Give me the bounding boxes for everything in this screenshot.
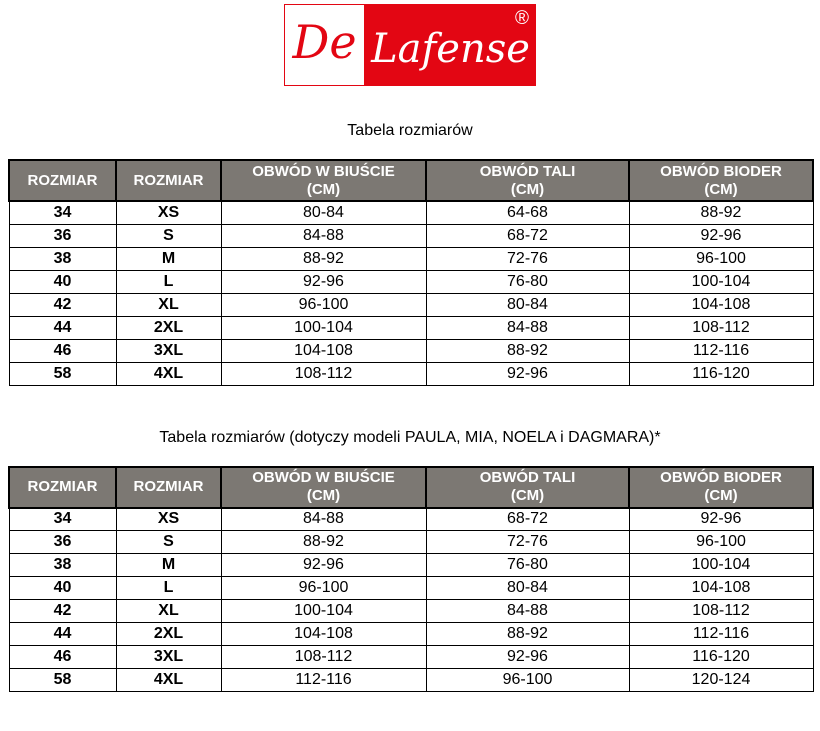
column-header-waist: OBWÓD TALI (CM) (426, 160, 629, 201)
table-row (9, 270, 813, 293)
table-cell: XS (116, 201, 221, 224)
table-cell: XS (116, 508, 221, 531)
table-cell: 92-96 (426, 646, 629, 669)
table-cell: S (116, 224, 221, 247)
table-cell: 100-104 (629, 270, 813, 293)
table-cell: 4XL (116, 669, 221, 692)
table-cell: 104-108 (221, 623, 426, 646)
table-cell: 100-104 (221, 600, 426, 623)
table-cell: 38 (9, 554, 116, 577)
table-row (9, 201, 813, 224)
table-cell: 34 (9, 201, 116, 224)
table-row (9, 224, 813, 247)
table-cell: 96-100 (221, 577, 426, 600)
table-cell: 46 (9, 339, 116, 362)
table-cell: L (116, 270, 221, 293)
table-cell: 84-88 (221, 224, 426, 247)
logo-lafense-box (365, 4, 536, 86)
table-cell: 2XL (116, 316, 221, 339)
table-cell: 116-120 (629, 362, 813, 385)
table-cell: 72-76 (426, 247, 629, 270)
table-row (9, 669, 813, 692)
logo-lafense-text: Lafense (371, 26, 530, 72)
table-row (9, 554, 813, 577)
table-cell: 108-112 (221, 646, 426, 669)
size-table-2-title: Tabela rozmiarów (dotyczy modeli PAULA, MIA, NOELA i DAGMARA)* (159, 428, 661, 446)
table-cell: 40 (9, 270, 116, 293)
size-table-2 (8, 466, 814, 693)
table-cell: 68-72 (426, 508, 629, 531)
table-cell: 92-96 (221, 554, 426, 577)
table-row (9, 600, 813, 623)
table-cell: 96-100 (221, 293, 426, 316)
table-row (9, 362, 813, 385)
table-cell: 92-96 (629, 224, 813, 247)
column-header-rozmiar-intl: ROZMIAR (116, 160, 221, 201)
table-cell: 58 (9, 362, 116, 385)
table-row (9, 646, 813, 669)
table-cell: 3XL (116, 339, 221, 362)
table-cell: 108-112 (629, 316, 813, 339)
table-cell: 68-72 (426, 224, 629, 247)
table-cell: 96-100 (629, 531, 813, 554)
table-cell: 112-116 (629, 339, 813, 362)
table-row (9, 508, 813, 531)
table-cell: 84-88 (221, 508, 426, 531)
table-cell: 92-96 (426, 362, 629, 385)
table-cell: 112-116 (629, 623, 813, 646)
table-header-row (9, 160, 813, 201)
table-cell: 104-108 (629, 293, 813, 316)
table-cell: 100-104 (629, 554, 813, 577)
table-cell: 42 (9, 293, 116, 316)
table-cell: 34 (9, 508, 116, 531)
table-cell: 116-120 (629, 646, 813, 669)
table-cell: 112-116 (221, 669, 426, 692)
table-header-row (9, 467, 813, 508)
table-cell: 80-84 (426, 577, 629, 600)
table-cell: M (116, 554, 221, 577)
column-header-rozmiar-eu: ROZMIAR (9, 467, 116, 508)
table-cell: 46 (9, 646, 116, 669)
table-cell: XL (116, 293, 221, 316)
table-cell: 36 (9, 224, 116, 247)
table-row (9, 577, 813, 600)
table-cell: 44 (9, 316, 116, 339)
table-cell: 76-80 (426, 270, 629, 293)
table-cell: 40 (9, 577, 116, 600)
column-header-bust: OBWÓD W BIUŚCIE (CM) (221, 160, 426, 201)
logo-de-box (284, 4, 365, 86)
registered-trademark-icon: ® (515, 8, 529, 29)
table-row (9, 316, 813, 339)
table-cell: 120-124 (629, 669, 813, 692)
table-row (9, 247, 813, 270)
table-cell: 58 (9, 669, 116, 692)
de-lafense-logo (284, 4, 536, 86)
table-cell: 64-68 (426, 201, 629, 224)
table-cell: 38 (9, 247, 116, 270)
table-row (9, 531, 813, 554)
column-header-rozmiar-intl: ROZMIAR (116, 467, 221, 508)
size-table-1 (8, 159, 814, 386)
table-cell: 88-92 (629, 201, 813, 224)
logo-de-text: De (292, 15, 357, 69)
column-header-waist: OBWÓD TALI (CM) (426, 467, 629, 508)
column-header-hips: OBWÓD BIODER (CM) (629, 467, 813, 508)
table-cell: 108-112 (221, 362, 426, 385)
table-row (9, 339, 813, 362)
table-cell: 104-108 (629, 577, 813, 600)
table-cell: S (116, 531, 221, 554)
size-table-1-title: Tabela rozmiarów (347, 122, 473, 139)
table-cell: 2XL (116, 623, 221, 646)
table-cell: 88-92 (426, 339, 629, 362)
table-cell: 80-84 (221, 201, 426, 224)
table-cell: 44 (9, 623, 116, 646)
table-cell: XL (116, 600, 221, 623)
column-header-hips: OBWÓD BIODER (CM) (629, 160, 813, 201)
table-cell: 84-88 (426, 600, 629, 623)
table-cell: 108-112 (629, 600, 813, 623)
table-cell: 88-92 (426, 623, 629, 646)
table-cell: 104-108 (221, 339, 426, 362)
table-cell: 88-92 (221, 247, 426, 270)
table-cell: 76-80 (426, 554, 629, 577)
table-cell: 92-96 (221, 270, 426, 293)
table-cell: 100-104 (221, 316, 426, 339)
table-cell: 80-84 (426, 293, 629, 316)
table-cell: 92-96 (629, 508, 813, 531)
table-cell: 96-100 (426, 669, 629, 692)
table-cell: 84-88 (426, 316, 629, 339)
table-row (9, 623, 813, 646)
table-row (9, 293, 813, 316)
table-cell: 42 (9, 600, 116, 623)
table-cell: L (116, 577, 221, 600)
table-cell: 96-100 (629, 247, 813, 270)
column-header-rozmiar-eu: ROZMIAR (9, 160, 116, 201)
table-cell: 88-92 (221, 531, 426, 554)
table-cell: 4XL (116, 362, 221, 385)
column-header-bust: OBWÓD W BIUŚCIE (CM) (221, 467, 426, 508)
table-cell: 36 (9, 531, 116, 554)
table-cell: 3XL (116, 646, 221, 669)
table-cell: M (116, 247, 221, 270)
table-cell: 72-76 (426, 531, 629, 554)
